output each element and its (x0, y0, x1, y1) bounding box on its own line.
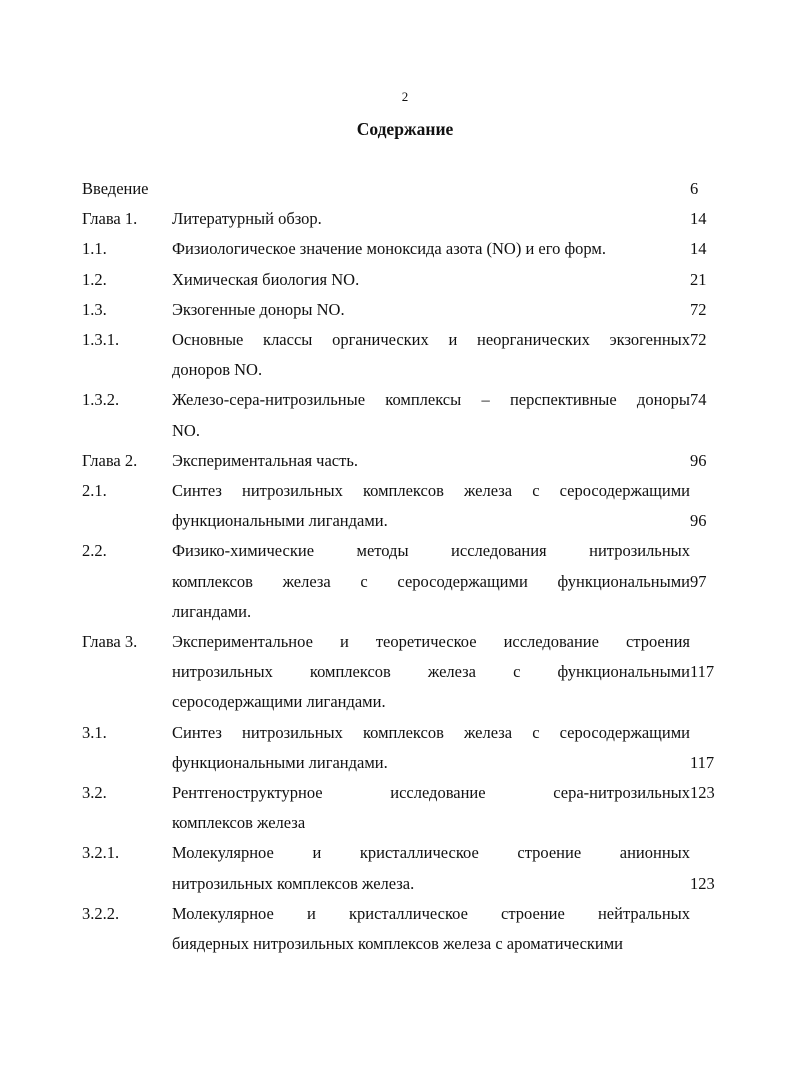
toc-entry-title: нитрозильных комплексов железа с функциональными (172, 662, 690, 682)
toc-entry-number: Введение (82, 179, 149, 198)
toc-line (82, 808, 732, 838)
toc-entry-number: 1.1. (82, 239, 107, 259)
toc-entry-page: 117 (690, 752, 715, 772)
toc-entry-page: 6 (690, 179, 699, 198)
toc-entry-page: 14 (690, 239, 707, 259)
toc-entry-title: Физико-химические методы исследования нитрозильных (172, 541, 690, 561)
toc-line (82, 657, 732, 687)
toc-entry-title: Экспериментальное и теоретическое исследование строения (172, 632, 690, 652)
page-number: 2 (401, 89, 409, 104)
toc-entry-title: функциональными лигандами. (172, 752, 388, 772)
toc-entry-number: Глава 2. (82, 450, 138, 470)
toc-entry-title: комплексов железа (172, 813, 306, 833)
toc-entry-title: лигандами. (172, 601, 252, 621)
toc-line (82, 778, 732, 808)
toc-entry-title: функциональными лигандами. (172, 511, 388, 531)
toc-entry-title: комплексов железа с серосодержащими функциональными (172, 571, 690, 591)
toc-entry-title: Синтез нитрозильных комплексов железа с серосодержащими (172, 722, 690, 742)
toc-line (82, 838, 732, 868)
toc-entry-title: доноров NO. (172, 360, 263, 380)
toc-line (82, 295, 732, 325)
toc-entry-number: 3.1. (82, 722, 107, 742)
toc-line (82, 869, 732, 899)
toc-entry-number: 1.3.2. (82, 390, 120, 410)
toc-line (82, 536, 732, 566)
toc-entry-title: Рентгеноструктурное исследование сера-нитрозильных (172, 783, 690, 803)
toc-line (82, 627, 732, 657)
toc-line (82, 234, 732, 264)
toc-line (82, 899, 732, 929)
toc-line (82, 446, 732, 476)
toc-line (82, 476, 732, 506)
toc-entry-title: Синтез нитрозильных комплексов железа с серосодержащими (172, 481, 690, 501)
toc-entry-title: серосодержащими лигандами. (172, 692, 386, 712)
toc-line (82, 174, 732, 204)
toc-entry-title: биядерных нитрозильных комплексов железа с ароматическими (172, 934, 624, 954)
toc-entry-number: 1.2. (82, 269, 107, 289)
toc-entry-title: Основные классы органических и неорганических экзогенных (172, 330, 690, 350)
toc-entry-page: 96 (690, 511, 707, 531)
toc-entry-title: Молекулярное и кристаллическое строение анионных (172, 843, 690, 863)
toc-entry-title: Молекулярное и кристаллическое строение нейтральных (172, 903, 690, 923)
toc-line (82, 265, 732, 295)
toc-line (82, 355, 732, 385)
toc-entry-page: 72 (690, 299, 707, 319)
toc-line (82, 597, 732, 627)
toc-entry-number: Глава 3. (82, 632, 138, 652)
toc-line (82, 325, 732, 355)
toc-entry-page: 97 (690, 571, 707, 591)
toc-entry-title: Литературный обзор. (172, 209, 322, 229)
toc-entry-title: Экспериментальная часть. (172, 450, 358, 470)
toc-line (82, 204, 732, 234)
toc-line (82, 506, 732, 536)
toc-line (82, 748, 732, 778)
page-title: Содержание (356, 119, 454, 139)
toc-entry-title: Экзогенные доноры NO. (172, 299, 345, 319)
toc-line (82, 929, 732, 959)
toc-entry-number: 3.2.2. (82, 903, 120, 923)
toc-entry-page: 72 (690, 330, 707, 350)
toc-line (82, 416, 732, 446)
toc-entry-title: нитрозильных комплексов железа. (172, 873, 415, 893)
toc-entry-page: 123 (690, 783, 715, 803)
toc-entry-number: 1.3.1. (82, 330, 120, 350)
toc-line (82, 567, 732, 597)
toc-entry-title: Физиологическое значение моноксида азота (NO) и его форм. (172, 239, 606, 259)
toc-entry-title: Химическая биология NO. (172, 269, 360, 289)
toc-entry-page: 117 (690, 662, 715, 682)
table-of-contents (82, 174, 732, 959)
toc-entry-number: 2.1. (82, 481, 107, 501)
toc-entry-number: 2.2. (82, 541, 107, 561)
toc-entry-title: NO. (172, 420, 200, 440)
toc-entry-page: 21 (690, 269, 707, 289)
toc-entry-title: Железо-сера-нитрозильные комплексы – перспективные доноры (172, 390, 690, 410)
toc-entry-number: 3.2.1. (82, 843, 120, 863)
toc-entry-page: 96 (690, 450, 707, 470)
toc-entry-page: 123 (690, 873, 715, 893)
toc-entry-page: 74 (690, 390, 707, 410)
toc-entry-number: 1.3. (82, 299, 107, 319)
toc-entry-page: 14 (690, 209, 707, 229)
toc-entry-number: Глава 1. (82, 209, 138, 229)
toc-line (82, 718, 732, 748)
toc-line (82, 687, 732, 717)
toc-entry-number: 3.2. (82, 783, 107, 803)
toc-line (82, 385, 732, 415)
